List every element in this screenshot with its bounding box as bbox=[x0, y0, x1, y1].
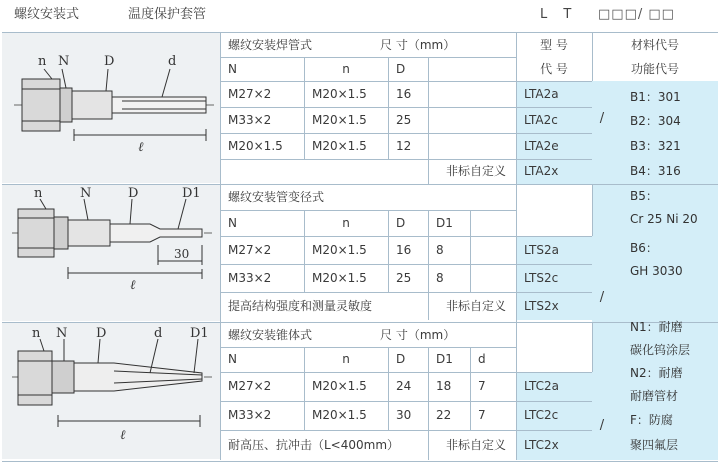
table-cell: 12 bbox=[396, 138, 412, 153]
custom-code: LTS2x bbox=[524, 299, 559, 314]
drawing-label: n bbox=[34, 186, 43, 201]
section-3-col-d: d bbox=[478, 352, 486, 367]
model-code: LTA2a bbox=[524, 86, 559, 101]
section-3-title: 螺纹安装锥体式 bbox=[228, 327, 313, 342]
code-pattern: L T bbox=[540, 7, 578, 22]
table-cell: 7 bbox=[478, 379, 486, 394]
material-code: B3：321 bbox=[630, 139, 681, 153]
custom-label: 非标自定义 bbox=[445, 437, 506, 452]
drawing-label: N bbox=[56, 326, 68, 341]
model-code: LTS2c bbox=[524, 270, 559, 285]
drawing-reducer-tube bbox=[2, 185, 220, 321]
drawing-label: D bbox=[104, 54, 115, 69]
table-cell: M33×2 bbox=[228, 112, 272, 127]
table-cell: M27×2 bbox=[228, 242, 272, 257]
table-cell: M27×2 bbox=[228, 379, 272, 394]
table-cell: 22 bbox=[436, 408, 452, 423]
table-cell: 18 bbox=[436, 379, 452, 394]
drawing-label: N bbox=[80, 186, 92, 201]
table-cell: 16 bbox=[396, 242, 412, 257]
section-3-col-n: n bbox=[342, 352, 350, 367]
drawing-label: d bbox=[154, 326, 163, 341]
table-cell: 25 bbox=[396, 112, 412, 127]
material-code: B1：301 bbox=[630, 90, 681, 104]
code-separator: / bbox=[599, 290, 605, 306]
drawing-tapered-tube bbox=[2, 323, 220, 459]
drawing-label: D1 bbox=[190, 326, 209, 341]
table-cell: 16 bbox=[396, 86, 412, 101]
table-cell: M20×1.5 bbox=[312, 408, 367, 423]
page-title: 螺纹安装式 bbox=[14, 7, 80, 22]
table-cell: M20×1.5 bbox=[228, 138, 283, 153]
model-code: LTS2a bbox=[524, 242, 559, 257]
material-code-label: 材料代号 bbox=[630, 37, 679, 52]
drawing-label: n bbox=[38, 54, 47, 69]
section-1-title: 螺纹安装焊管式 bbox=[228, 37, 313, 52]
drawing-label: ℓ bbox=[130, 278, 136, 293]
section-1-col-n: n bbox=[342, 61, 350, 76]
material-code: B6： bbox=[630, 241, 658, 255]
function-code: 聚四氟层 bbox=[630, 438, 679, 452]
custom-code: LTC2x bbox=[524, 437, 559, 452]
custom-label: 非标自定义 bbox=[445, 299, 506, 314]
section-1-size-label: 尺 寸（mm） bbox=[380, 37, 456, 52]
section-3-col-D1: D1 bbox=[436, 352, 453, 367]
table-cell: M20×1.5 bbox=[312, 112, 367, 127]
table-cell: 24 bbox=[396, 379, 412, 394]
section-2-col-D: D bbox=[396, 215, 406, 230]
drawing-label: ℓ bbox=[138, 140, 144, 155]
section-3-col-D: D bbox=[396, 352, 406, 367]
code-separator: / bbox=[599, 111, 605, 127]
table-cell: 8 bbox=[436, 242, 444, 257]
drawing-label: ℓ bbox=[120, 428, 126, 443]
custom-label: 非标自定义 bbox=[445, 164, 506, 179]
table-cell: 25 bbox=[396, 270, 412, 285]
material-code: Cr 25 Ni 20 bbox=[630, 212, 698, 226]
table-cell: M20×1.5 bbox=[312, 270, 367, 285]
drawing-label: 30 bbox=[174, 247, 190, 261]
section-3-col-N: N bbox=[228, 352, 237, 367]
drawing-welded-tube bbox=[2, 33, 220, 183]
table-cell: 8 bbox=[436, 270, 444, 285]
drawing-label: N bbox=[58, 54, 70, 69]
section-3-note: 耐高压、抗冲击（L<400mm） bbox=[228, 437, 400, 452]
page-subtitle: 温度保护套管 bbox=[128, 7, 207, 22]
table-cell: M27×2 bbox=[228, 86, 272, 101]
section-2-note: 提高结构强度和测量灵敏度 bbox=[228, 299, 373, 314]
section-2-title: 螺纹安装管变径式 bbox=[228, 190, 325, 205]
model-code-label-1: 型 号 bbox=[540, 37, 568, 52]
section-2-col-n: n bbox=[342, 215, 350, 230]
model-code-label-2: 代 号 bbox=[540, 61, 568, 76]
drawing-label: n bbox=[32, 326, 41, 341]
section-2-col-N: N bbox=[228, 215, 237, 230]
code-boxes: □□□/ □□ bbox=[598, 7, 675, 22]
section-2-col-D1: D1 bbox=[436, 215, 453, 230]
drawing-label: D1 bbox=[182, 186, 201, 201]
table-cell: 30 bbox=[396, 408, 412, 423]
material-code: B5： bbox=[630, 189, 658, 203]
table-cell: M20×1.5 bbox=[312, 242, 367, 257]
function-code: N2：耐磨 bbox=[630, 366, 683, 380]
custom-code: LTA2x bbox=[524, 164, 559, 179]
table-cell: M33×2 bbox=[228, 408, 272, 423]
function-code: N1：耐磨 bbox=[630, 320, 683, 334]
material-code: B4：316 bbox=[630, 164, 681, 178]
model-code: LTA2e bbox=[524, 138, 559, 153]
drawing-label: d bbox=[168, 54, 177, 69]
function-code-label: 功能代号 bbox=[630, 61, 679, 76]
code-separator: / bbox=[599, 418, 605, 434]
table-cell: M20×1.5 bbox=[312, 379, 367, 394]
model-code: LTC2a bbox=[524, 379, 560, 394]
function-code: F：防腐 bbox=[630, 413, 673, 427]
table-cell: M20×1.5 bbox=[312, 138, 367, 153]
function-code: 碳化钨涂层 bbox=[630, 343, 691, 357]
material-code: B2：304 bbox=[630, 114, 681, 128]
section-1-col-D: D bbox=[396, 61, 406, 76]
drawing-label: D bbox=[96, 326, 107, 341]
function-code: 耐磨管材 bbox=[630, 389, 679, 403]
model-code: LTA2c bbox=[524, 112, 558, 127]
section-1-col-N: N bbox=[228, 61, 237, 76]
table-cell: M20×1.5 bbox=[312, 86, 367, 101]
material-code: GH 3030 bbox=[630, 264, 683, 278]
drawing-label: D bbox=[128, 186, 139, 201]
table-cell: 7 bbox=[478, 408, 486, 423]
table-cell: M33×2 bbox=[228, 270, 272, 285]
model-code: LTC2c bbox=[524, 408, 559, 423]
section-3-size-label: 尺 寸（mm） bbox=[380, 327, 456, 342]
